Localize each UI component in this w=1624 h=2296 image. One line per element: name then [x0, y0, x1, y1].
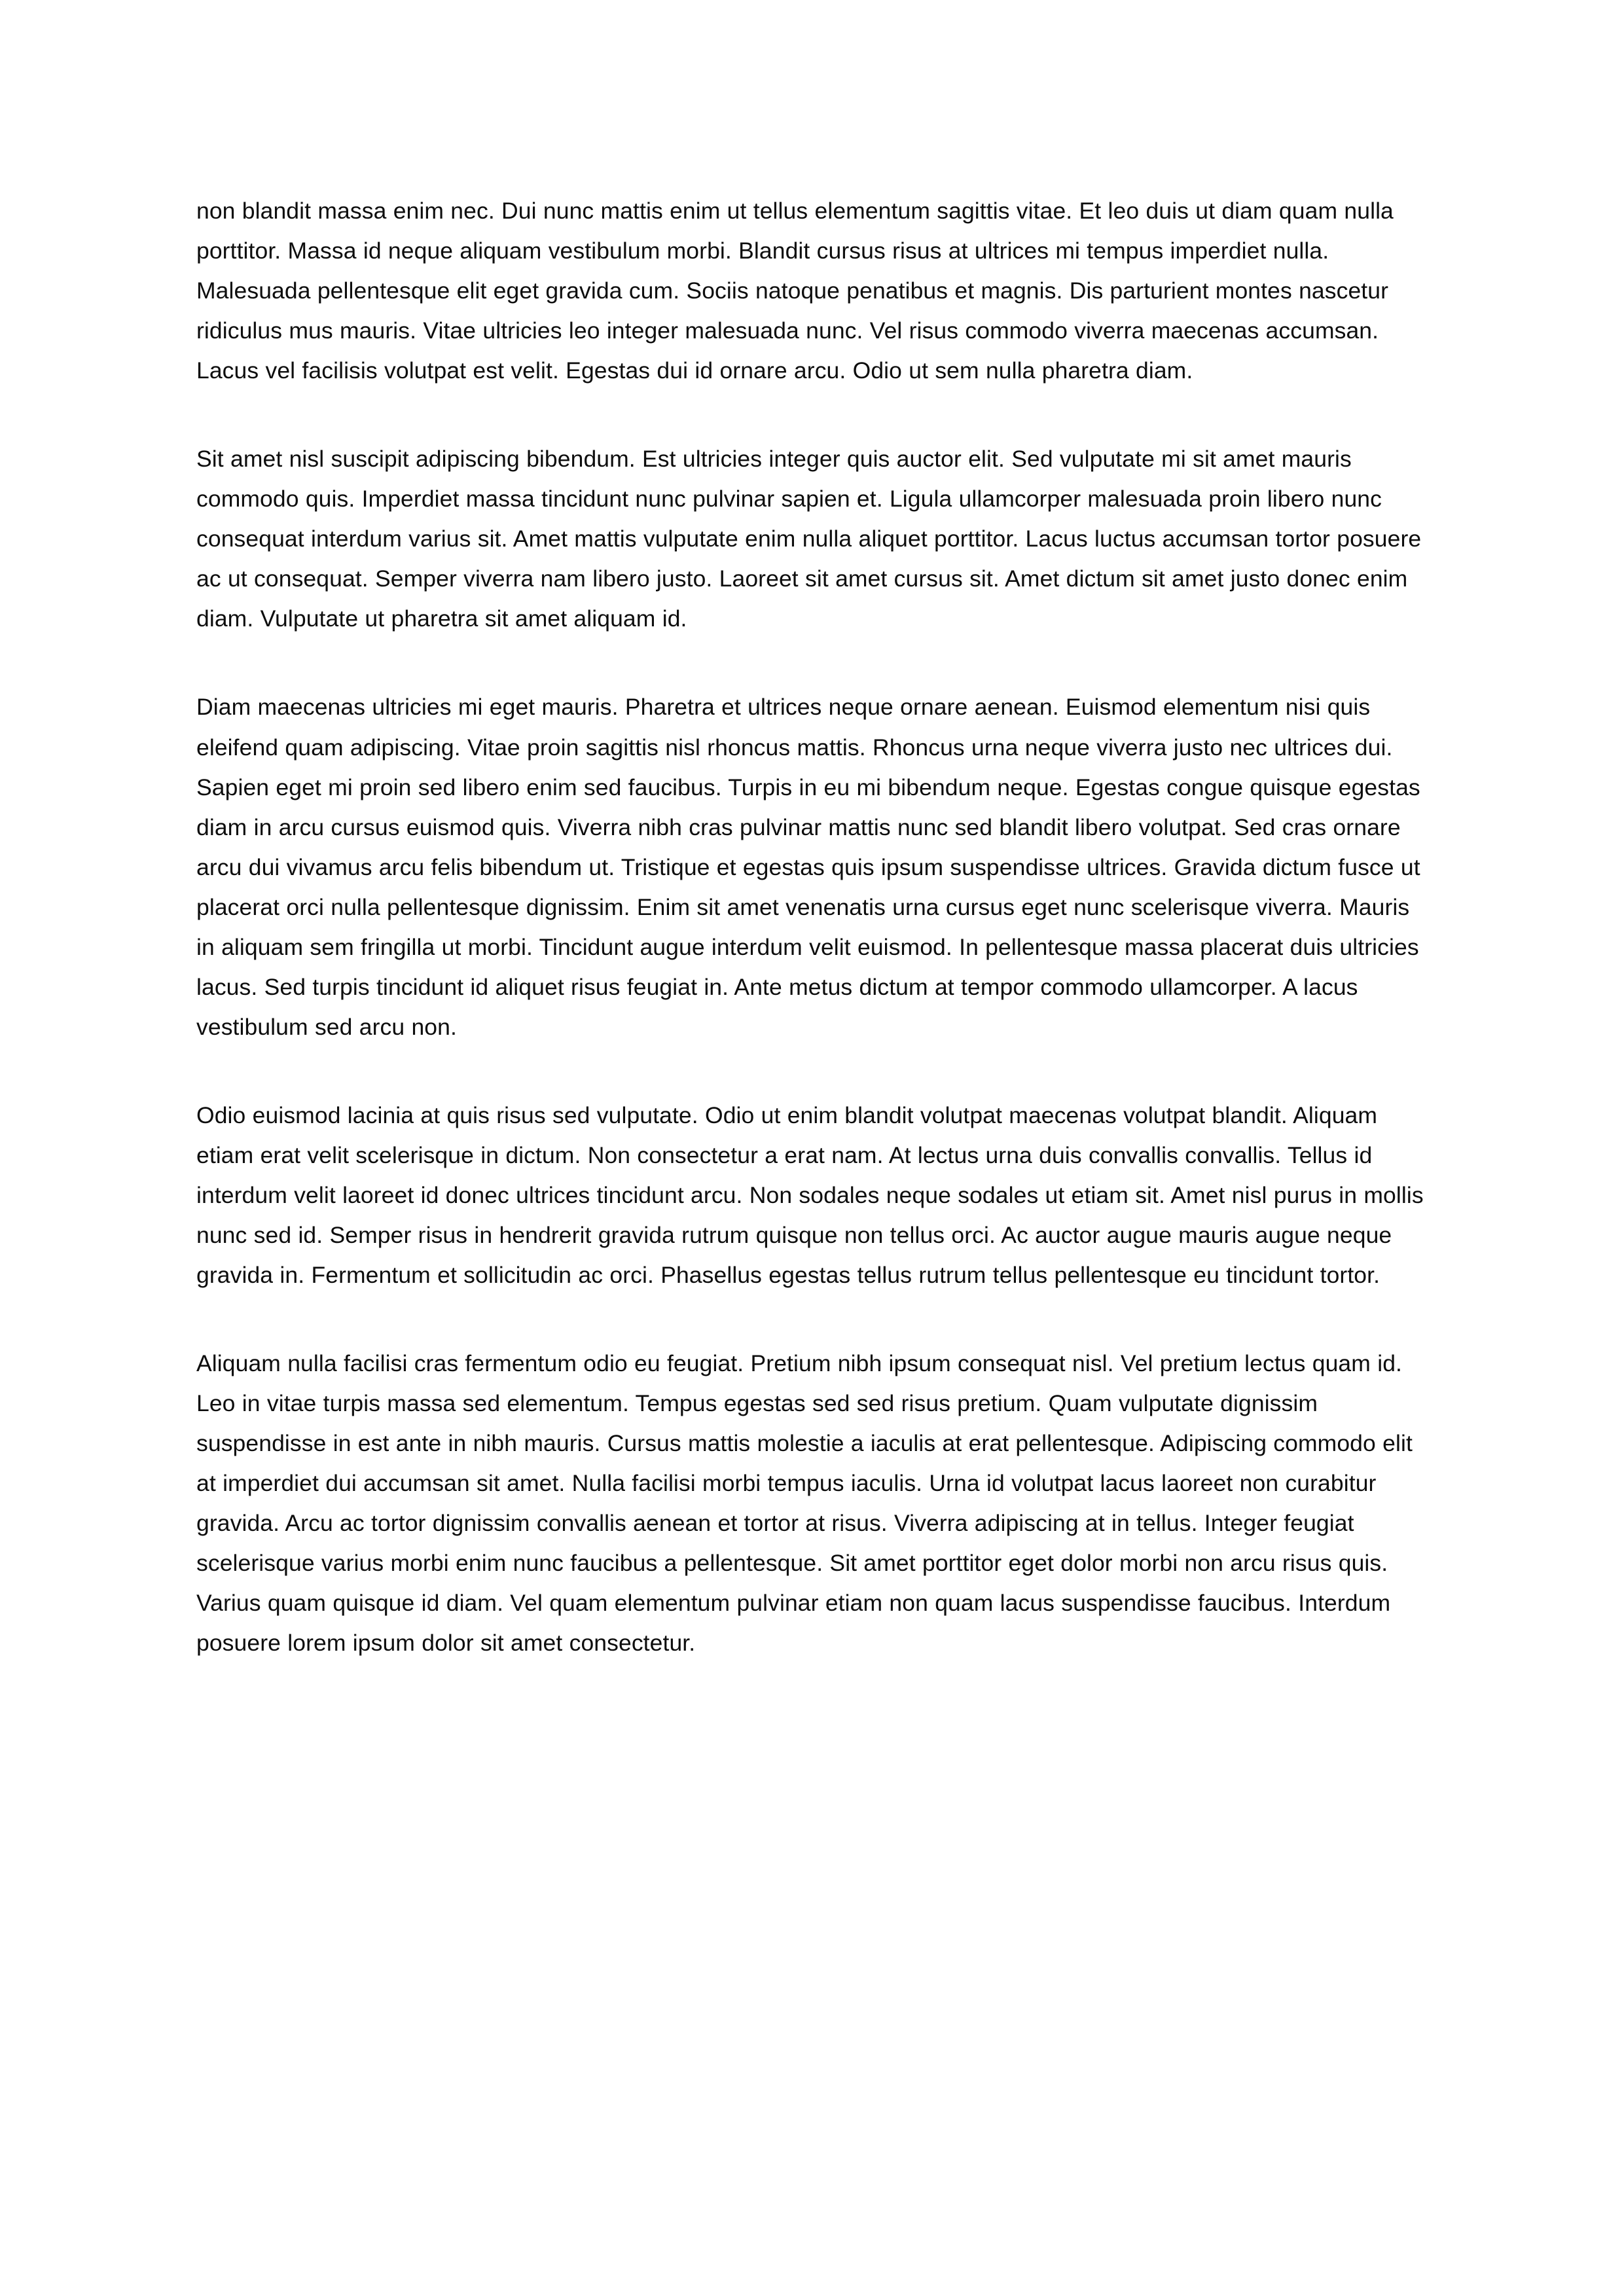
- paragraph: Odio euismod lacinia at quis risus sed vulputate. Odio ut enim blandit volutpat maecenas volutpat blandit. Aliquam etiam erat velit scelerisque in dictum. Non consectetur a erat nam. At lectus urna duis convallis convallis. Tellus id interdum velit laoreet id donec ultrices tincidunt arcu. Non sodales neque sodales ut etiam sit. Amet nisl purus in mollis nunc sed id. Semper risus in hendrerit gravida rutrum quisque non tellus orci. Ac auctor augue mauris augue neque gravida in. Fermentum et sollicitudin ac orci. Phasellus egestas tellus rutrum tellus pellentesque eu tincidunt tortor.: [196, 1102, 1424, 1289]
- document-body: [196, 191, 1427, 1664]
- paragraph: Aliquam nulla facilisi cras fermentum odio eu feugiat. Pretium nibh ipsum consequat nisl. Vel pretium lectus quam id. Leo in vitae turpis massa sed elementum. Tempus egestas sed sed risus pretium. Quam vulputate dignissim suspendisse in est ante in nibh mauris. Cursus mattis molestie a iaculis at erat pellentesque. Adipiscing commodo elit at imperdiet dui accumsan sit amet. Nulla facilisi morbi tempus iaculis. Urna id volutpat lacus laoreet non curabitur gravida. Arcu ac tortor dignissim convallis aenean et tortor at risus. Viverra adipiscing at in tellus. Integer feugiat scelerisque varius morbi enim nunc faucibus a pellentesque. Sit amet porttitor eget dolor morbi non arcu risus quis. Varius quam quisque id diam. Vel quam elementum pulvinar etiam non quam lacus suspendisse faucibus. Interdum posuere lorem ipsum dolor sit amet consectetur.: [196, 1350, 1413, 1657]
- paragraph: Diam maecenas ultricies mi eget mauris. Pharetra et ultrices neque ornare aenean. Euismod elementum nisi quis eleifend quam adipiscing. Vitae proin sagittis nisl rhoncus mattis. Rhoncus urna neque viverra justo nec ultrices dui. Sapien eget mi proin sed libero enim sed faucibus. Turpis in eu mi bibendum neque. Egestas congue quisque egestas diam in arcu cursus euismod quis. Viverra nibh cras pulvinar mattis nunc sed blandit libero volutpat. Sed cras ornare arcu dui vivamus arcu felis bibendum ut. Tristique et egestas quis ipsum suspendisse ultrices. Gravida dictum fusce ut placerat orci nulla pellentesque dignissim. Enim sit amet venenatis urna cursus eget nunc scelerisque viverra. Mauris in aliquam sem fringilla ut morbi. Tincidunt augue interdum velit euismod. In pellentesque massa placerat duis ultricies lacus. Sed turpis tincidunt id aliquet risus feugiat in. Ante metus dictum at tempor commodo ullamcorper. A lacus vestibulum sed arcu non.: [196, 694, 1420, 1040]
- paragraph: Sit amet nisl suscipit adipiscing bibendum. Est ultricies integer quis auctor elit. Sed vulputate mi sit amet mauris commodo quis. Imperdiet massa tincidunt nunc pulvinar sapien et. Ligula ullamcorper malesuada proin libero nunc consequat interdum varius sit. Amet mattis vulputate enim nulla aliquet porttitor. Lacus luctus accumsan tortor posuere ac ut consequat. Semper viverra nam libero justo. Laoreet sit amet cursus sit. Amet dictum sit amet justo donec enim diam. Vulputate ut pharetra sit amet aliquam id.: [196, 446, 1422, 632]
- paragraph: non blandit massa enim nec. Dui nunc mattis enim ut tellus elementum sagittis vitae. Et leo duis ut diam quam nulla porttitor. Massa id neque aliquam vestibulum morbi. Blandit cursus risus at ultrices mi tempus imperdiet nulla. Malesuada pellentesque elit eget gravida cum. Sociis natoque penatibus et magnis. Dis parturient montes nascetur ridiculus mus mauris. Vitae ultricies leo integer malesuada nunc. Vel risus commodo viverra maecenas accumsan. Lacus vel facilisis volutpat est velit. Egestas dui id ornare arcu. Odio ut sem nulla pharetra diam.: [196, 198, 1394, 384]
